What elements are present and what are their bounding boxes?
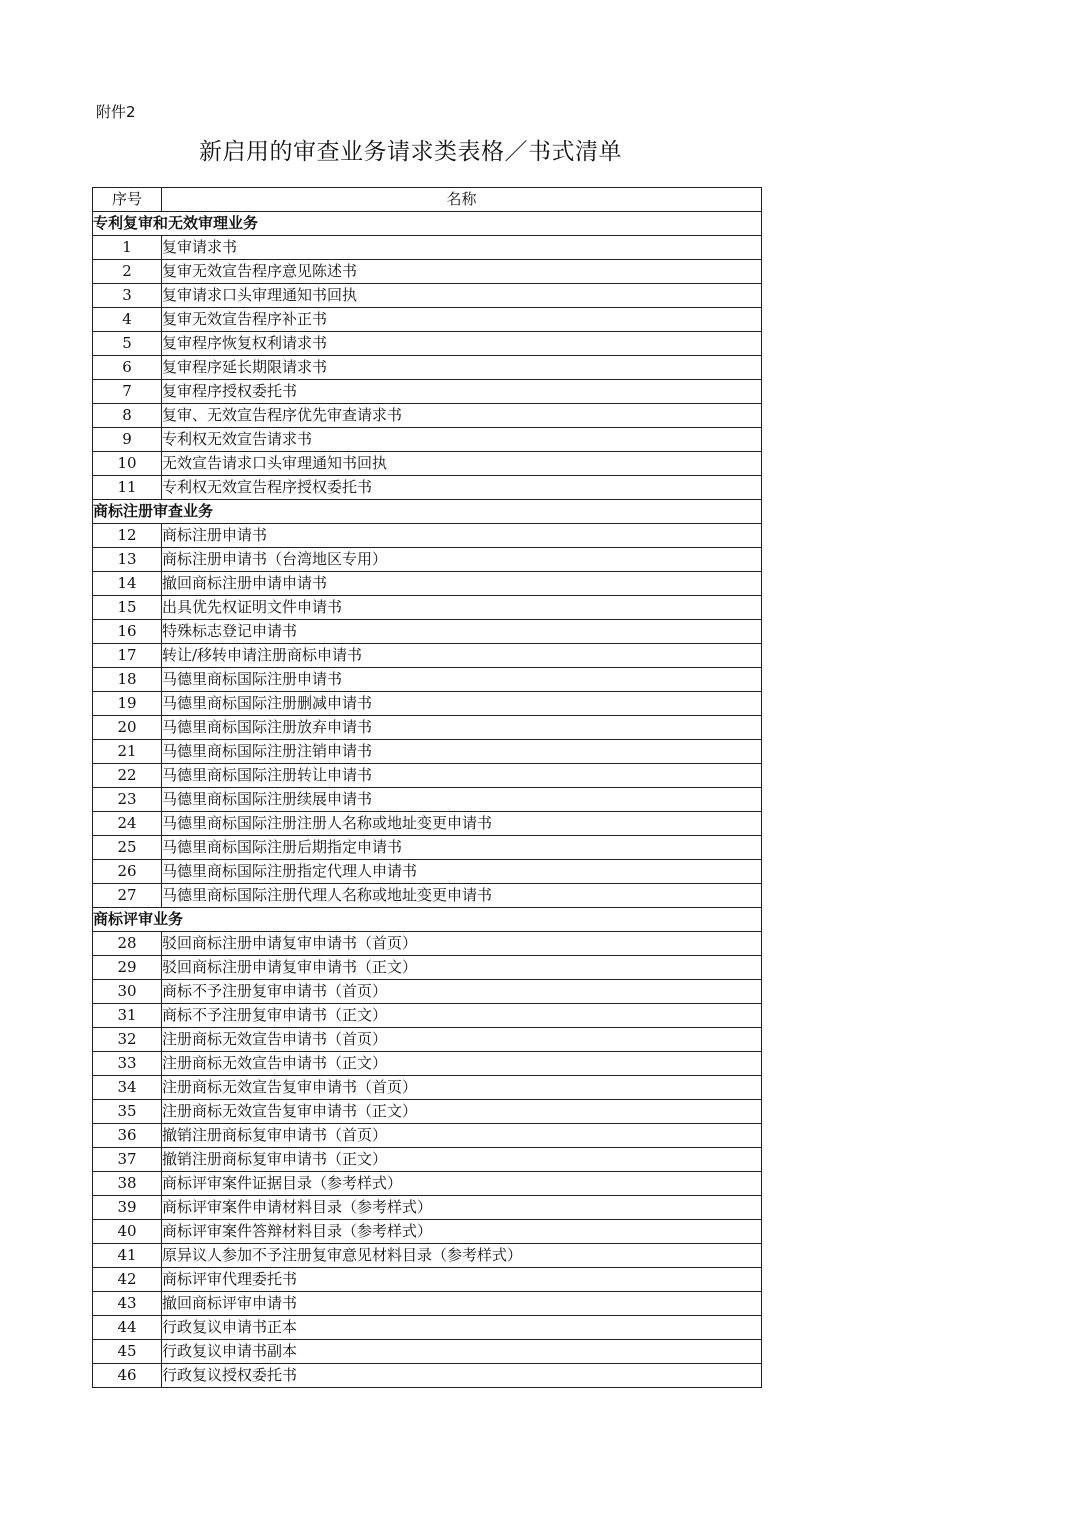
row-number: 16 xyxy=(93,620,162,644)
table-row xyxy=(93,1172,762,1196)
row-name: 复审、无效宣告程序优先审查请求书 xyxy=(162,404,762,428)
header-number: 序号 xyxy=(93,188,162,212)
table-row xyxy=(93,1076,762,1100)
row-number: 15 xyxy=(93,596,162,620)
row-number: 14 xyxy=(93,572,162,596)
table-row xyxy=(93,284,762,308)
row-name: 商标不予注册复审申请书（正文） xyxy=(162,1004,762,1028)
row-number: 43 xyxy=(93,1292,162,1316)
row-name: 行政复议申请书副本 xyxy=(162,1340,762,1364)
attachment-label: 附件2 xyxy=(96,103,136,121)
row-name: 商标不予注册复审申请书（首页） xyxy=(162,980,762,1004)
table-row xyxy=(93,956,762,980)
row-number: 41 xyxy=(93,1244,162,1268)
row-name: 马德里商标国际注册代理人名称或地址变更申请书 xyxy=(162,884,762,908)
section-row xyxy=(93,500,762,524)
table-row xyxy=(93,1100,762,1124)
row-number: 6 xyxy=(93,356,162,380)
table-row xyxy=(93,620,762,644)
table-row xyxy=(93,524,762,548)
row-number: 39 xyxy=(93,1196,162,1220)
table-row xyxy=(93,884,762,908)
row-name: 马德里商标国际注册指定代理人申请书 xyxy=(162,860,762,884)
row-name: 马德里商标国际注册注销申请书 xyxy=(162,740,762,764)
table-row xyxy=(93,836,762,860)
row-number: 17 xyxy=(93,644,162,668)
row-name: 驳回商标注册申请复审申请书（首页） xyxy=(162,932,762,956)
header-name: 名称 xyxy=(162,188,762,212)
page-title: 新启用的审查业务请求类表格／书式清单 xyxy=(199,139,622,165)
table-row xyxy=(93,236,762,260)
row-name: 专利权无效宣告程序授权委托书 xyxy=(162,476,762,500)
row-number: 9 xyxy=(93,428,162,452)
row-number: 12 xyxy=(93,524,162,548)
row-name: 注册商标无效宣告申请书（首页） xyxy=(162,1028,762,1052)
table-row xyxy=(93,668,762,692)
row-name: 马德里商标国际注册注册人名称或地址变更申请书 xyxy=(162,812,762,836)
table-row xyxy=(93,1196,762,1220)
row-number: 33 xyxy=(93,1052,162,1076)
row-number: 18 xyxy=(93,668,162,692)
row-number: 19 xyxy=(93,692,162,716)
row-name: 商标评审案件证据目录（参考样式） xyxy=(162,1172,762,1196)
row-number: 27 xyxy=(93,884,162,908)
table-row xyxy=(93,764,762,788)
row-name: 马德里商标国际注册续展申请书 xyxy=(162,788,762,812)
row-name: 专利权无效宣告请求书 xyxy=(162,428,762,452)
table-row xyxy=(93,788,762,812)
row-number: 21 xyxy=(93,740,162,764)
row-number: 8 xyxy=(93,404,162,428)
row-number: 37 xyxy=(93,1148,162,1172)
table-row xyxy=(93,1364,762,1388)
row-name: 撤销注册商标复审申请书（首页） xyxy=(162,1124,762,1148)
row-name: 撤回商标评审申请书 xyxy=(162,1292,762,1316)
row-number: 45 xyxy=(93,1340,162,1364)
row-name: 复审程序恢复权利请求书 xyxy=(162,332,762,356)
row-name: 马德里商标国际注册删减申请书 xyxy=(162,692,762,716)
section-row xyxy=(93,212,762,236)
table-row xyxy=(93,1292,762,1316)
row-number: 24 xyxy=(93,812,162,836)
row-number: 4 xyxy=(93,308,162,332)
form-list-table xyxy=(92,187,762,1388)
table-body xyxy=(93,188,762,1388)
row-name: 商标评审案件答辩材料目录（参考样式） xyxy=(162,1220,762,1244)
row-name: 撤回商标注册申请申请书 xyxy=(162,572,762,596)
row-number: 22 xyxy=(93,764,162,788)
row-number: 11 xyxy=(93,476,162,500)
row-name: 注册商标无效宣告申请书（正文） xyxy=(162,1052,762,1076)
row-name: 转让/移转申请注册商标申请书 xyxy=(162,644,762,668)
row-number: 23 xyxy=(93,788,162,812)
row-name: 马德里商标国际注册申请书 xyxy=(162,668,762,692)
row-name: 复审请求口头审理通知书回执 xyxy=(162,284,762,308)
table-row xyxy=(93,1268,762,1292)
row-number: 1 xyxy=(93,236,162,260)
row-number: 42 xyxy=(93,1268,162,1292)
table-row xyxy=(93,332,762,356)
section-title: 商标评审业务 xyxy=(93,908,762,932)
row-number: 40 xyxy=(93,1220,162,1244)
row-name: 商标评审代理委托书 xyxy=(162,1268,762,1292)
row-name: 复审请求书 xyxy=(162,236,762,260)
row-number: 25 xyxy=(93,836,162,860)
row-name: 撤销注册商标复审申请书（正文） xyxy=(162,1148,762,1172)
row-number: 3 xyxy=(93,284,162,308)
table-row xyxy=(93,740,762,764)
row-name: 驳回商标注册申请复审申请书（正文） xyxy=(162,956,762,980)
table-row xyxy=(93,428,762,452)
table-row xyxy=(93,596,762,620)
row-number: 32 xyxy=(93,1028,162,1052)
table-row xyxy=(93,1220,762,1244)
row-number: 31 xyxy=(93,1004,162,1028)
row-name: 商标注册申请书 xyxy=(162,524,762,548)
row-number: 28 xyxy=(93,932,162,956)
row-name: 商标评审案件申请材料目录（参考样式） xyxy=(162,1196,762,1220)
row-name: 无效宣告请求口头审理通知书回执 xyxy=(162,452,762,476)
table-row xyxy=(93,1052,762,1076)
row-number: 2 xyxy=(93,260,162,284)
table-row xyxy=(93,404,762,428)
row-number: 20 xyxy=(93,716,162,740)
table-header-row xyxy=(93,188,762,212)
table-row xyxy=(93,932,762,956)
table-row xyxy=(93,812,762,836)
row-name: 行政复议授权委托书 xyxy=(162,1364,762,1388)
row-number: 13 xyxy=(93,548,162,572)
section-row xyxy=(93,908,762,932)
row-number: 36 xyxy=(93,1124,162,1148)
table-row xyxy=(93,1028,762,1052)
table-row xyxy=(93,692,762,716)
row-name: 马德里商标国际注册转让申请书 xyxy=(162,764,762,788)
row-name: 复审程序延长期限请求书 xyxy=(162,356,762,380)
table-row xyxy=(93,716,762,740)
row-number: 46 xyxy=(93,1364,162,1388)
table-row xyxy=(93,1148,762,1172)
row-number: 26 xyxy=(93,860,162,884)
table-row xyxy=(93,476,762,500)
table-row xyxy=(93,308,762,332)
table-row xyxy=(93,452,762,476)
row-name: 复审无效宣告程序意见陈述书 xyxy=(162,260,762,284)
row-name: 原异议人参加不予注册复审意见材料目录（参考样式） xyxy=(162,1244,762,1268)
row-name: 出具优先权证明文件申请书 xyxy=(162,596,762,620)
table-row xyxy=(93,1124,762,1148)
table-row xyxy=(93,380,762,404)
row-name: 行政复议申请书正本 xyxy=(162,1316,762,1340)
table-row xyxy=(93,1244,762,1268)
row-number: 30 xyxy=(93,980,162,1004)
table-row xyxy=(93,980,762,1004)
section-title: 商标注册审查业务 xyxy=(93,500,762,524)
table-row xyxy=(93,260,762,284)
row-number: 44 xyxy=(93,1316,162,1340)
row-name: 特殊标志登记申请书 xyxy=(162,620,762,644)
row-number: 38 xyxy=(93,1172,162,1196)
table-row xyxy=(93,860,762,884)
row-name: 注册商标无效宣告复审申请书（正文） xyxy=(162,1100,762,1124)
row-number: 7 xyxy=(93,380,162,404)
table-row xyxy=(93,356,762,380)
row-name: 复审程序授权委托书 xyxy=(162,380,762,404)
row-number: 34 xyxy=(93,1076,162,1100)
section-title: 专利复审和无效审理业务 xyxy=(93,212,762,236)
row-name: 复审无效宣告程序补正书 xyxy=(162,308,762,332)
row-name: 马德里商标国际注册后期指定申请书 xyxy=(162,836,762,860)
table-row xyxy=(93,548,762,572)
table-row xyxy=(93,644,762,668)
row-number: 10 xyxy=(93,452,162,476)
row-name: 商标注册申请书（台湾地区专用） xyxy=(162,548,762,572)
row-name: 马德里商标国际注册放弃申请书 xyxy=(162,716,762,740)
table-row xyxy=(93,1316,762,1340)
row-number: 29 xyxy=(93,956,162,980)
table-row xyxy=(93,572,762,596)
table-row xyxy=(93,1340,762,1364)
table-row xyxy=(93,1004,762,1028)
row-name: 注册商标无效宣告复审申请书（首页） xyxy=(162,1076,762,1100)
row-number: 5 xyxy=(93,332,162,356)
row-number: 35 xyxy=(93,1100,162,1124)
